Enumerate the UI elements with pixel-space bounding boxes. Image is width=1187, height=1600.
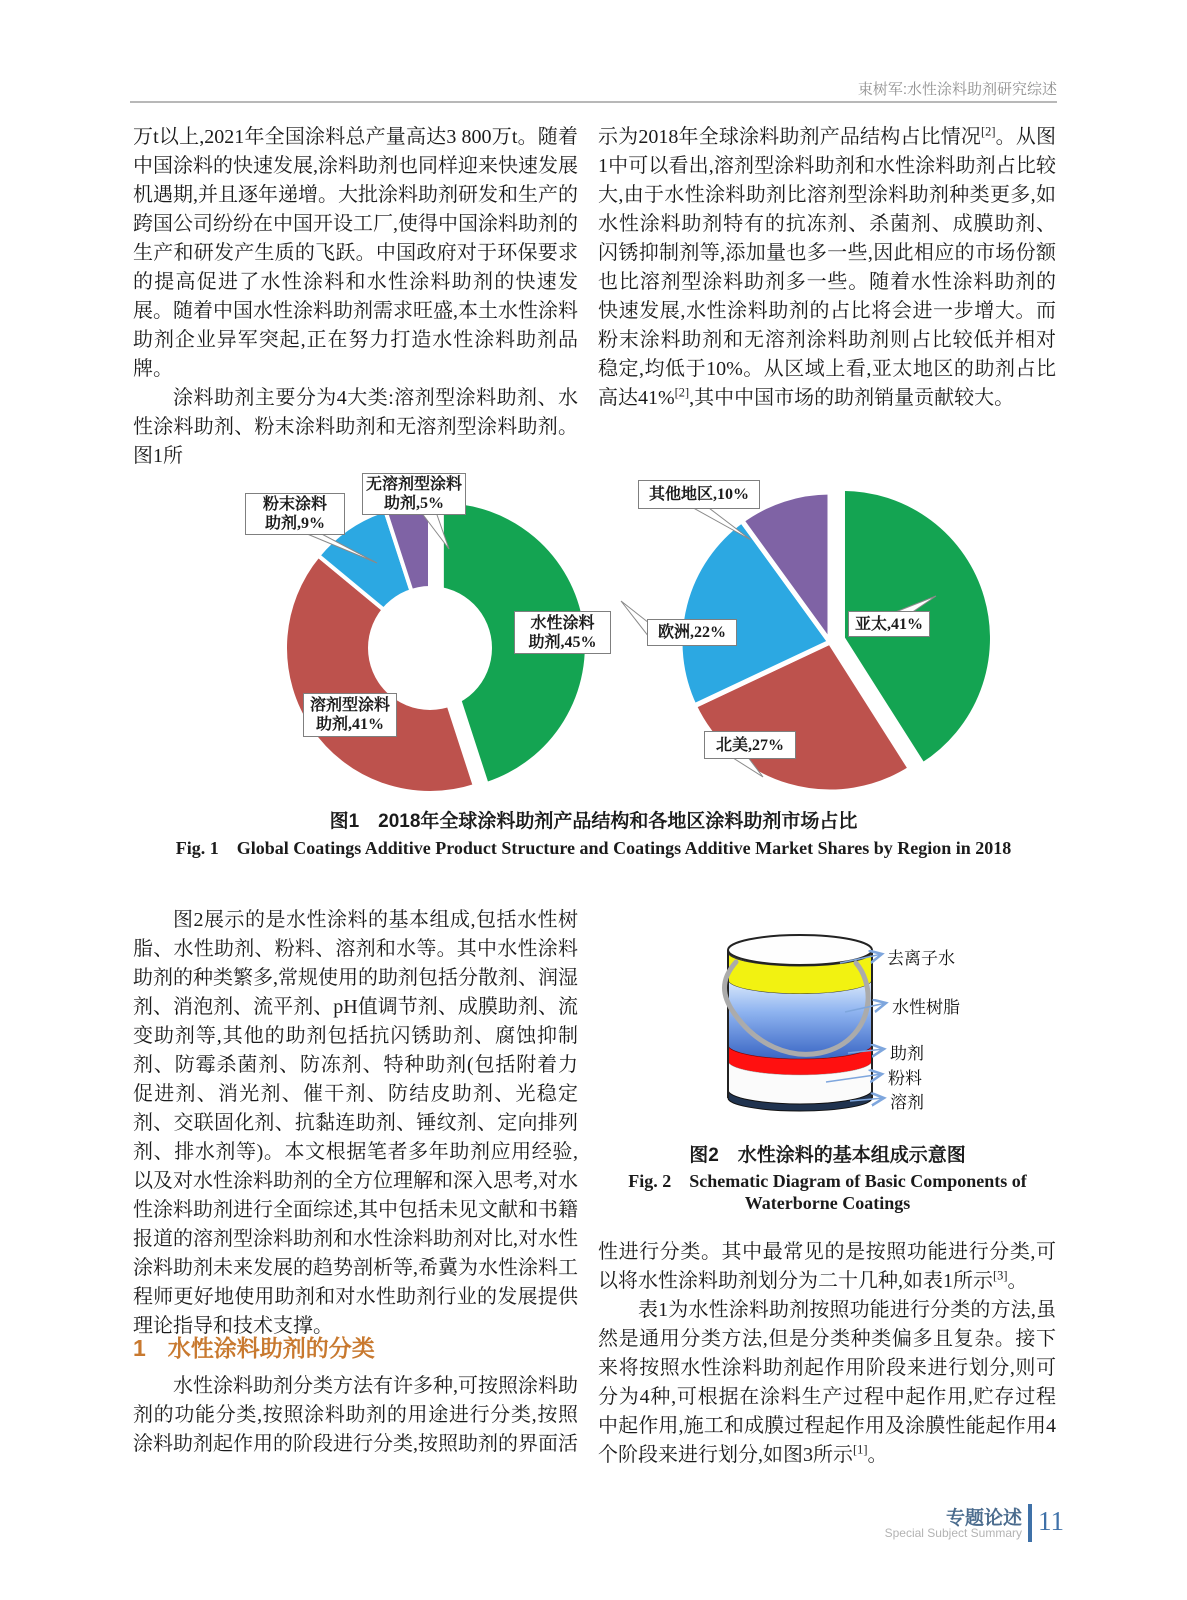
body-paragraph: 万t以上,2021年全国涂料总产量高达3 800万t。随着中国涂料的快速发展,涂料助剂也同样迎来快速发展机遇期,并且逐年递增。大批涂料助剂研发和生产的跨国公司纷纷在中国开设工厂,使得中国涂料助剂的生产和研发产生质的飞跃。中国政府对于环保要求的提高促进了水性涂料和水性涂料助剂的快速发展。随着中国水性涂料助剂需求旺盛,本土水性涂料助剂企业异军突起,正在努力打造水性涂料助剂品牌。	[133, 126, 578, 380]
figure2-caption-en-line1: Fig. 2 Schematic Diagram of Basic Components of	[628, 1171, 1027, 1191]
label-line: 亚太,41%	[854, 615, 923, 633]
body-paragraph: 性进行分类。其中最常见的是按照功能进行分类,可以将水性涂料助剂划分为二十几种,如表1所示[3]。	[598, 1241, 1056, 1292]
label-asia-pacific	[848, 611, 930, 637]
label-line: 欧洲,22%	[657, 624, 726, 641]
label-line: 粉末涂料	[262, 496, 327, 513]
label-line: 水性涂料	[530, 614, 595, 632]
label-north-america	[704, 731, 796, 759]
left-column-block-b	[133, 906, 578, 1341]
label-solventfree-additive	[362, 473, 466, 515]
footer-section-cn: 专题论述	[945, 1508, 1022, 1529]
label-powder-additive	[245, 493, 345, 535]
footer-section-en: Special Subject Summary	[884, 1526, 1022, 1540]
pointer-europe	[621, 601, 649, 637]
label-line: 助剂,9%	[264, 515, 325, 532]
donut-hole	[368, 586, 492, 710]
figure1-caption-cn: 图1 2018年全球涂料助剂产品结构和各地区涂料助剂市场占比	[329, 811, 858, 832]
right-column-block-a	[598, 123, 1056, 413]
page-number: 11	[1038, 1506, 1064, 1536]
body-paragraph: 图2展示的是水性涂料的基本组成,包括水性树脂、水性助剂、粉料、溶剂和水等。其中水性涂料助剂的种类繁多,常规使用的助剂包括分散剂、润湿剂、消泡剂、流平剂、pH值调节剂、成膜助剂、流变助剂等,其他的助剂包括抗闪锈助剂、腐蚀抑制剂、防霉杀菌剂、防冻剂、特种助剂(包括附着力促进剂、消光剂、催干剂、防结皮助剂、光稳定剂、交联固化剂、抗黏连助剂、锤纹剂、定向排列剂、排水剂等)。本文根据笔者多年助剂应用经验,以及对水性涂料助剂的全方位理解和深入思考,对水性涂料助剂进行全面综述,其中包括未见文献和书籍报道的溶剂型涂料助剂和水性涂料助剂对比,对水性涂料助剂未来发展的趋势剖析等,希冀为水性涂料工程师更好地使用助剂和对水性助剂行业的发展提供理论指导和技术支撑。	[133, 909, 578, 1337]
body-paragraph: 涂料助剂主要分为4大类:溶剂型涂料助剂、水性涂料助剂、粉末涂料助剂和无溶剂型涂料助剂。图1所	[133, 387, 578, 467]
label-line: 溶剂型涂料	[309, 697, 390, 714]
footer-divider-bar	[1028, 1504, 1032, 1542]
figure2-caption-cn: 图2 水性涂料的基本组成示意图	[689, 1145, 966, 1166]
bucket-label-powder: 粉料	[888, 1069, 922, 1088]
bucket-label-deionized-water: 去离子水	[887, 949, 955, 968]
body-paragraph: 表1为水性涂料助剂按照功能进行分类的方法,虽然是通用分类方法,但是分类种类偏多且复杂。接下来将按照水性涂料助剂起作用阶段来进行划分,则可分为4种,可根据在涂料生产过程中起作用,贮存过程中起作用,施工和成膜过程起作用及涂膜性能起作用4个阶段来进行划分,如图3所示[1]。	[598, 1299, 1056, 1466]
bucket-label-solvent: 溶剂	[890, 1093, 924, 1112]
label-line: 无溶剂型涂料	[365, 476, 462, 493]
label-line: 助剂,41%	[315, 716, 384, 733]
left-column-block-a	[133, 123, 578, 471]
label-solventborne-additive	[303, 693, 397, 737]
running-header: 束树军:水性涂料助剂研究综述	[857, 81, 1057, 98]
label-waterborne-additive	[514, 611, 611, 654]
section-number: 1	[133, 1335, 146, 1361]
label-other-regions	[638, 480, 760, 509]
section-title: 水性涂料助剂的分类	[167, 1335, 375, 1361]
label-line: 助剂,5%	[383, 495, 444, 512]
bucket-label-resin: 水性树脂	[892, 998, 960, 1017]
label-line: 助剂,45%	[528, 633, 597, 651]
figure2-bucket-diagram	[598, 895, 898, 1135]
bucket-label-additive: 助剂	[890, 1044, 924, 1063]
label-line: 其他地区,10%	[648, 486, 749, 503]
left-column-block-c	[133, 1372, 578, 1459]
body-paragraph: 水性涂料助剂分类方法有许多种,可按照涂料助剂的功能分类,按照涂料助剂的用途进行分类,按照涂料助剂起作用的阶段进行分类,按照助剂的界面活	[133, 1375, 578, 1455]
body-paragraph: 示为2018年全球涂料助剂产品结构占比情况[2]。从图1中可以看出,溶剂型涂料助剂和水性涂料助剂占比较大,由于水性涂料助剂比溶剂型涂料助剂种类更多,如水性涂料助剂特有的抗冻剂、杀菌剂、成膜助剂、闪锈抑制剂等,添加量也多一些,因此相应的市场份额也比溶剂型涂料助剂多一些。随着水性涂料助剂的快速发展,水性涂料助剂的占比将会进一步增大。而粉末涂料助剂和无溶剂涂料助剂则占比较低并相对稳定,均低于10%。从区域上看,亚太地区的助剂占比高达41%[2],其中中国市场的助剂销量贡献较大。	[598, 124, 1057, 409]
label-line: 北美,27%	[715, 736, 784, 754]
header-rule	[130, 101, 1057, 103]
label-europe	[647, 619, 737, 646]
section-heading-1	[133, 1330, 375, 1363]
right-column-block-b	[598, 1238, 1056, 1470]
figure1-caption-en: Fig. 1 Global Coatings Additive Product Structure and Coatings Additive Market Shares by Region in 2018	[175, 838, 1012, 858]
figure2-caption-en-line2: Waterborne Coatings	[744, 1193, 911, 1213]
